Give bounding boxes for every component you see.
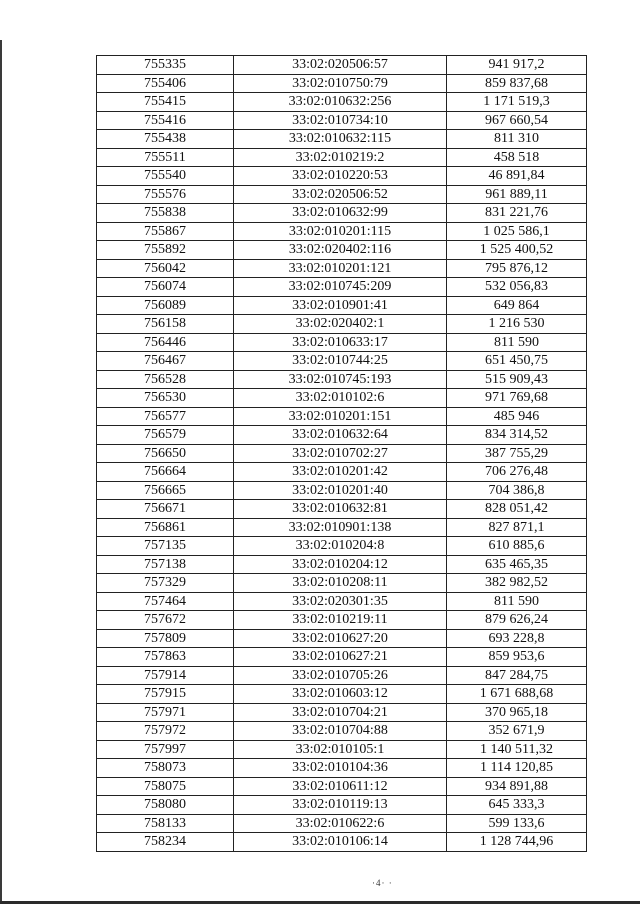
record-id-cell: 758133 — [97, 814, 234, 833]
record-id-cell: 758075 — [97, 777, 234, 796]
cadastral-value-cell: 1 114 120,85 — [447, 759, 587, 778]
record-id-cell: 758073 — [97, 759, 234, 778]
record-id-cell: 755415 — [97, 93, 234, 112]
table-row — [97, 167, 587, 186]
cadastral-number-cell: 33:02:010744:25 — [234, 352, 447, 371]
table-row — [97, 759, 587, 778]
record-id-cell: 756530 — [97, 389, 234, 408]
cadastral-value-cell: 971 769,68 — [447, 389, 587, 408]
record-id-cell: 757672 — [97, 611, 234, 630]
record-id-cell: 757971 — [97, 703, 234, 722]
cadastral-number-cell: 33:02:010745:209 — [234, 278, 447, 297]
record-id-cell: 758234 — [97, 833, 234, 852]
cadastral-number-cell: 33:02:010734:10 — [234, 111, 447, 130]
cadastral-number-cell: 33:02:010627:20 — [234, 629, 447, 648]
record-id-cell: 755867 — [97, 222, 234, 241]
cadastral-value-cell: 693 228,8 — [447, 629, 587, 648]
table-row — [97, 222, 587, 241]
table-body — [97, 56, 587, 852]
table-row — [97, 148, 587, 167]
table-row — [97, 204, 587, 223]
cadastral-value-cell: 387 755,29 — [447, 444, 587, 463]
record-id-cell: 757914 — [97, 666, 234, 685]
record-id-cell: 757138 — [97, 555, 234, 574]
cadastral-number-cell: 33:02:010219:2 — [234, 148, 447, 167]
table-row — [97, 518, 587, 537]
table-row — [97, 777, 587, 796]
record-id-cell: 756158 — [97, 315, 234, 334]
cadastral-number-cell: 33:02:010104:36 — [234, 759, 447, 778]
cadastral-number-cell: 33:02:010632:99 — [234, 204, 447, 223]
cadastral-value-cell: 651 450,75 — [447, 352, 587, 371]
table-row — [97, 185, 587, 204]
record-id-cell: 755540 — [97, 167, 234, 186]
cadastral-number-cell: 33:02:010102:6 — [234, 389, 447, 408]
cadastral-value-cell: 811 590 — [447, 333, 587, 352]
record-id-cell: 755576 — [97, 185, 234, 204]
table-row — [97, 722, 587, 741]
cadastral-value-cell: 1 525 400,52 — [447, 241, 587, 260]
cadastral-number-cell: 33:02:010220:53 — [234, 167, 447, 186]
cadastral-value-cell: 827 871,1 — [447, 518, 587, 537]
cadastral-number-cell: 33:02:010627:21 — [234, 648, 447, 667]
cadastral-value-cell: 1 216 530 — [447, 315, 587, 334]
cadastral-number-cell: 33:02:010119:13 — [234, 796, 447, 815]
record-id-cell: 756671 — [97, 500, 234, 519]
cadastral-value-cell: 879 626,24 — [447, 611, 587, 630]
table-row — [97, 740, 587, 759]
cadastral-number-cell: 33:02:020402:1 — [234, 315, 447, 334]
cadastral-value-cell: 610 885,6 — [447, 537, 587, 556]
cadastral-value-cell: 831 221,76 — [447, 204, 587, 223]
cadastral-number-cell: 33:02:010705:26 — [234, 666, 447, 685]
cadastral-number-cell: 33:02:010105:1 — [234, 740, 447, 759]
scan-border-left — [0, 40, 2, 904]
cadastral-value-cell: 532 056,83 — [447, 278, 587, 297]
table-row — [97, 56, 587, 75]
cadastral-number-cell: 33:02:010704:88 — [234, 722, 447, 741]
record-id-cell: 757972 — [97, 722, 234, 741]
cadastral-value-cell: 961 889,11 — [447, 185, 587, 204]
cadastral-number-cell: 33:02:020402:116 — [234, 241, 447, 260]
table-row — [97, 444, 587, 463]
record-id-cell: 756467 — [97, 352, 234, 371]
cadastral-number-cell: 33:02:010106:14 — [234, 833, 447, 852]
table-row — [97, 666, 587, 685]
table-row — [97, 629, 587, 648]
cadastral-value-cell: 370 965,18 — [447, 703, 587, 722]
record-id-cell: 756577 — [97, 407, 234, 426]
record-id-cell: 755335 — [97, 56, 234, 75]
cadastral-value-cell: 645 333,3 — [447, 796, 587, 815]
table-row — [97, 130, 587, 149]
table-row — [97, 648, 587, 667]
table-row — [97, 796, 587, 815]
cadastral-number-cell: 33:02:010208:11 — [234, 574, 447, 593]
cadastral-value-cell: 934 891,88 — [447, 777, 587, 796]
page-number-mark: ·4· · — [372, 878, 393, 888]
cadastral-value-cell: 649 864 — [447, 296, 587, 315]
cadastral-number-cell: 33:02:010633:17 — [234, 333, 447, 352]
cadastral-value-cell: 828 051,42 — [447, 500, 587, 519]
table-row — [97, 93, 587, 112]
cadastral-value-cell: 847 284,75 — [447, 666, 587, 685]
cadastral-number-cell: 33:02:010201:115 — [234, 222, 447, 241]
cadastral-number-cell: 33:02:020301:35 — [234, 592, 447, 611]
record-id-cell: 756665 — [97, 481, 234, 500]
cadastral-value-cell: 811 590 — [447, 592, 587, 611]
record-id-cell: 757809 — [97, 629, 234, 648]
record-id-cell: 755406 — [97, 74, 234, 93]
cadastral-value-cell: 458 518 — [447, 148, 587, 167]
table-row — [97, 574, 587, 593]
cadastral-value-cell: 834 314,52 — [447, 426, 587, 445]
cadastral-value-cell: 1 671 688,68 — [447, 685, 587, 704]
table-row — [97, 352, 587, 371]
record-id-cell: 755438 — [97, 130, 234, 149]
record-id-cell: 756446 — [97, 333, 234, 352]
table-row — [97, 833, 587, 852]
table-row — [97, 333, 587, 352]
table-row — [97, 296, 587, 315]
cadastral-value-cell: 1 140 511,32 — [447, 740, 587, 759]
cadastral-value-cell: 46 891,84 — [447, 167, 587, 186]
cadastral-number-cell: 33:02:010632:256 — [234, 93, 447, 112]
record-id-cell: 757135 — [97, 537, 234, 556]
table-row — [97, 592, 587, 611]
cadastral-number-cell: 33:02:010219:11 — [234, 611, 447, 630]
cadastral-number-cell: 33:02:010745:193 — [234, 370, 447, 389]
table-row — [97, 241, 587, 260]
record-id-cell: 755838 — [97, 204, 234, 223]
cadastral-value-cell: 795 876,12 — [447, 259, 587, 278]
cadastral-number-cell: 33:02:010622:6 — [234, 814, 447, 833]
table-row — [97, 481, 587, 500]
table-row — [97, 611, 587, 630]
record-id-cell: 756664 — [97, 463, 234, 482]
cadastral-number-cell: 33:02:010704:21 — [234, 703, 447, 722]
table-row — [97, 278, 587, 297]
record-id-cell: 757915 — [97, 685, 234, 704]
cadastral-number-cell: 33:02:010611:12 — [234, 777, 447, 796]
table-row — [97, 370, 587, 389]
record-id-cell: 757329 — [97, 574, 234, 593]
cadastral-number-cell: 33:02:010750:79 — [234, 74, 447, 93]
table-row — [97, 259, 587, 278]
record-id-cell: 756861 — [97, 518, 234, 537]
cadastral-value-cell: 967 660,54 — [447, 111, 587, 130]
cadastral-number-cell: 33:02:010603:12 — [234, 685, 447, 704]
record-id-cell: 755416 — [97, 111, 234, 130]
table-row — [97, 500, 587, 519]
table-row — [97, 537, 587, 556]
cadastral-value-cell: 382 982,52 — [447, 574, 587, 593]
record-id-cell: 756074 — [97, 278, 234, 297]
cadastral-value-cell: 485 946 — [447, 407, 587, 426]
table-row — [97, 74, 587, 93]
cadastral-number-cell: 33:02:010901:138 — [234, 518, 447, 537]
record-id-cell: 755892 — [97, 241, 234, 260]
record-id-cell: 757464 — [97, 592, 234, 611]
table-row — [97, 463, 587, 482]
table-row — [97, 555, 587, 574]
cadastral-number-cell: 33:02:010201:42 — [234, 463, 447, 482]
cadastral-number-cell: 33:02:010901:41 — [234, 296, 447, 315]
cadastral-value-cell: 859 953,6 — [447, 648, 587, 667]
cadastral-number-cell: 33:02:010201:121 — [234, 259, 447, 278]
cadastral-number-cell: 33:02:010204:12 — [234, 555, 447, 574]
record-id-cell: 757863 — [97, 648, 234, 667]
cadastral-number-cell: 33:02:010201:151 — [234, 407, 447, 426]
record-id-cell: 757997 — [97, 740, 234, 759]
cadastral-value-cell: 515 909,43 — [447, 370, 587, 389]
cadastral-number-cell: 33:02:020506:52 — [234, 185, 447, 204]
record-id-cell: 756579 — [97, 426, 234, 445]
table-row — [97, 315, 587, 334]
record-id-cell: 758080 — [97, 796, 234, 815]
cadastral-number-cell: 33:02:010632:81 — [234, 500, 447, 519]
cadastral-number-cell: 33:02:010632:115 — [234, 130, 447, 149]
table-row — [97, 111, 587, 130]
cadastral-number-cell: 33:02:020506:57 — [234, 56, 447, 75]
table-row — [97, 814, 587, 833]
cadastral-value-cell: 599 133,6 — [447, 814, 587, 833]
record-id-cell: 755511 — [97, 148, 234, 167]
cadastral-value-cell: 859 837,68 — [447, 74, 587, 93]
cadastral-number-cell: 33:02:010632:64 — [234, 426, 447, 445]
record-id-cell: 756089 — [97, 296, 234, 315]
table-row — [97, 426, 587, 445]
cadastral-value-cell: 811 310 — [447, 130, 587, 149]
cadastral-value-cell: 706 276,48 — [447, 463, 587, 482]
table-row — [97, 389, 587, 408]
cadastral-value-cell: 1 128 744,96 — [447, 833, 587, 852]
property-registry-table — [96, 55, 587, 852]
cadastral-value-cell: 352 671,9 — [447, 722, 587, 741]
record-id-cell: 756528 — [97, 370, 234, 389]
cadastral-number-cell: 33:02:010702:27 — [234, 444, 447, 463]
cadastral-value-cell: 1 171 519,3 — [447, 93, 587, 112]
cadastral-value-cell: 1 025 586,1 — [447, 222, 587, 241]
record-id-cell: 756042 — [97, 259, 234, 278]
cadastral-value-cell: 635 465,35 — [447, 555, 587, 574]
record-id-cell: 756650 — [97, 444, 234, 463]
table-row — [97, 407, 587, 426]
table-row — [97, 703, 587, 722]
cadastral-number-cell: 33:02:010201:40 — [234, 481, 447, 500]
cadastral-value-cell: 704 386,8 — [447, 481, 587, 500]
cadastral-number-cell: 33:02:010204:8 — [234, 537, 447, 556]
table-row — [97, 685, 587, 704]
cadastral-value-cell: 941 917,2 — [447, 56, 587, 75]
